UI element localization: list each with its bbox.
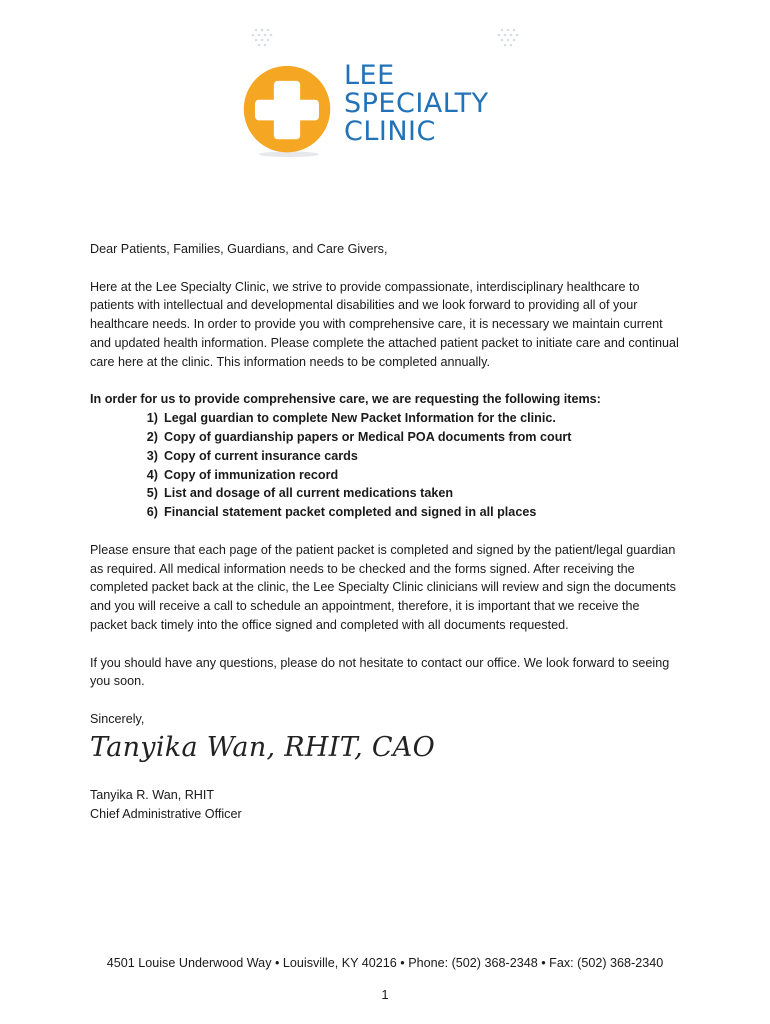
- logo-wordmark: [344, 62, 489, 146]
- contact-paragraph: If you should have any questions, please do not hesitate to contact our office. We look forward to seeing you soon.: [90, 655, 670, 689]
- plus-cross-icon: [240, 64, 334, 158]
- list-item: 2) Copy of guardianship papers or Medical POA documents from court: [146, 429, 572, 444]
- closing: Sincerely,: [90, 711, 145, 726]
- list-item: 6) Financial statement packet completed and signed in all places: [146, 505, 537, 520]
- request-heading: In order for us to provide comprehensive care, we are requesting the following items:: [90, 392, 601, 407]
- list-item: 4) Copy of immunization record: [146, 467, 339, 482]
- page-number: 1: [381, 987, 389, 1002]
- clinic-logo: [240, 22, 550, 162]
- request-list: [90, 409, 680, 522]
- signer-name: Tanyika R. Wan, RHIT: [90, 788, 215, 802]
- logo-line-2: SPECIALTY: [344, 88, 489, 119]
- list-item: 5) List and dosage of all current medications taken: [146, 486, 454, 501]
- logo-line-3: CLINIC: [344, 116, 436, 147]
- list-item: 3) Copy of current insurance cards: [146, 448, 358, 463]
- signer-block: [90, 786, 242, 824]
- letter-body: [90, 240, 680, 748]
- footer-contact: 4501 Louise Underwood Way • Louisville, KY 40216 • Phone: (502) 368-2348 • Fax: (502) 368-2340: [106, 956, 664, 970]
- intro-paragraph: Here at the Lee Specialty Clinic, we strive to provide compassionate, interdisciplinary healthcare to patients with intellectual and developmental disabilities and we look forward to providing all of your healthcare needs. In order to provide you with comprehensive care, it is necessary we maintain current and updated health information. Please complete the attached patient packet to initiate care and continual care here at the clinic. This information needs to be completed annually.: [90, 279, 679, 369]
- logo-line-1: LEE: [344, 60, 395, 91]
- handwritten-signature: Tanyika Wan, RHIT, CAO: [90, 732, 436, 763]
- signer-title: Chief Administrative Officer: [90, 806, 242, 821]
- instructions-paragraph: Please ensure that each page of the patient packet is completed and signed by the patient/legal guardian as required. All medical information needs to be checked and the forms signed. After receiving the completed packet back at the clinic, the Lee Specialty Clinic clinicians will review and sign the documents and you will receive a call to schedule an appointment, therefore, it is important that we receive the packet back timely into the office signed and completed with all documents requested.: [90, 542, 676, 632]
- list-item: 1) Legal guardian to complete New Packet Information for the clinic.: [146, 411, 556, 426]
- salutation: Dear Patients, Families, Guardians, and Care Givers,: [90, 242, 388, 256]
